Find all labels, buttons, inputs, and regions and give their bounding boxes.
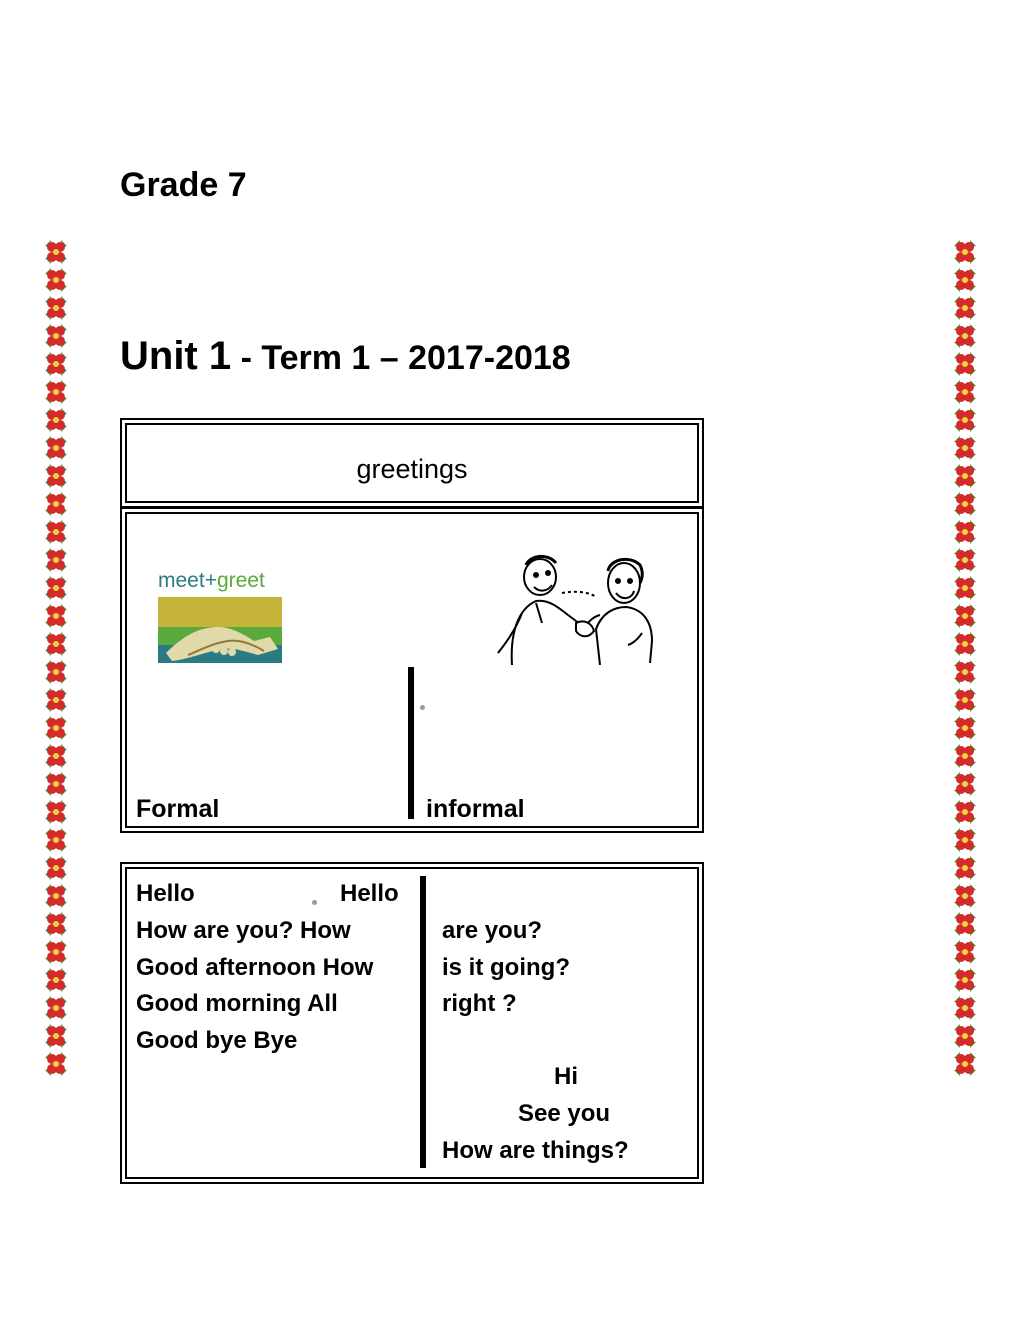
informal-phrase: Hi [554,1063,578,1090]
formal-phrase: Good bye Bye [136,1027,298,1054]
stray-dot [420,705,425,710]
phrases-divider [420,876,426,1168]
informal-phrase: are you? [442,917,543,944]
pictures-box [120,507,704,833]
stray-dot [312,900,317,905]
pictures-divider [408,667,414,819]
informal-label: informal [426,795,525,823]
term-label: - Term 1 – 2017-2018 [231,339,571,377]
informal-phrase: See you [518,1100,611,1127]
grade-heading: Grade 7 [120,166,247,204]
right-top-phrase: Hello [340,880,399,907]
right-flower-border-icon [950,238,980,1088]
formal-phrase: Good afternoon How [136,954,374,981]
meet-greet-text: meet+greet [158,569,265,592]
informal-phrase: How are things? [442,1137,629,1164]
left-flower-border-icon [41,238,71,1088]
handshake-logo-icon [158,597,282,663]
greetings-title: greetings [356,454,468,484]
phrases-box [120,862,704,1184]
informal-phrase: is it going? [442,954,570,981]
greetings-box [120,418,704,508]
informal-phrase: right ? [442,990,517,1017]
unit-heading [120,334,571,379]
formal-label: Formal [136,795,220,823]
unit-label: Unit 1 [120,334,232,378]
two-people-shaking-hands-icon [492,553,668,665]
meet-greet-logo [158,569,284,663]
formal-phrase: How are you? How [136,917,351,944]
formal-phrase: Good morning All [136,990,338,1017]
formal-phrase: Hello [136,880,195,907]
